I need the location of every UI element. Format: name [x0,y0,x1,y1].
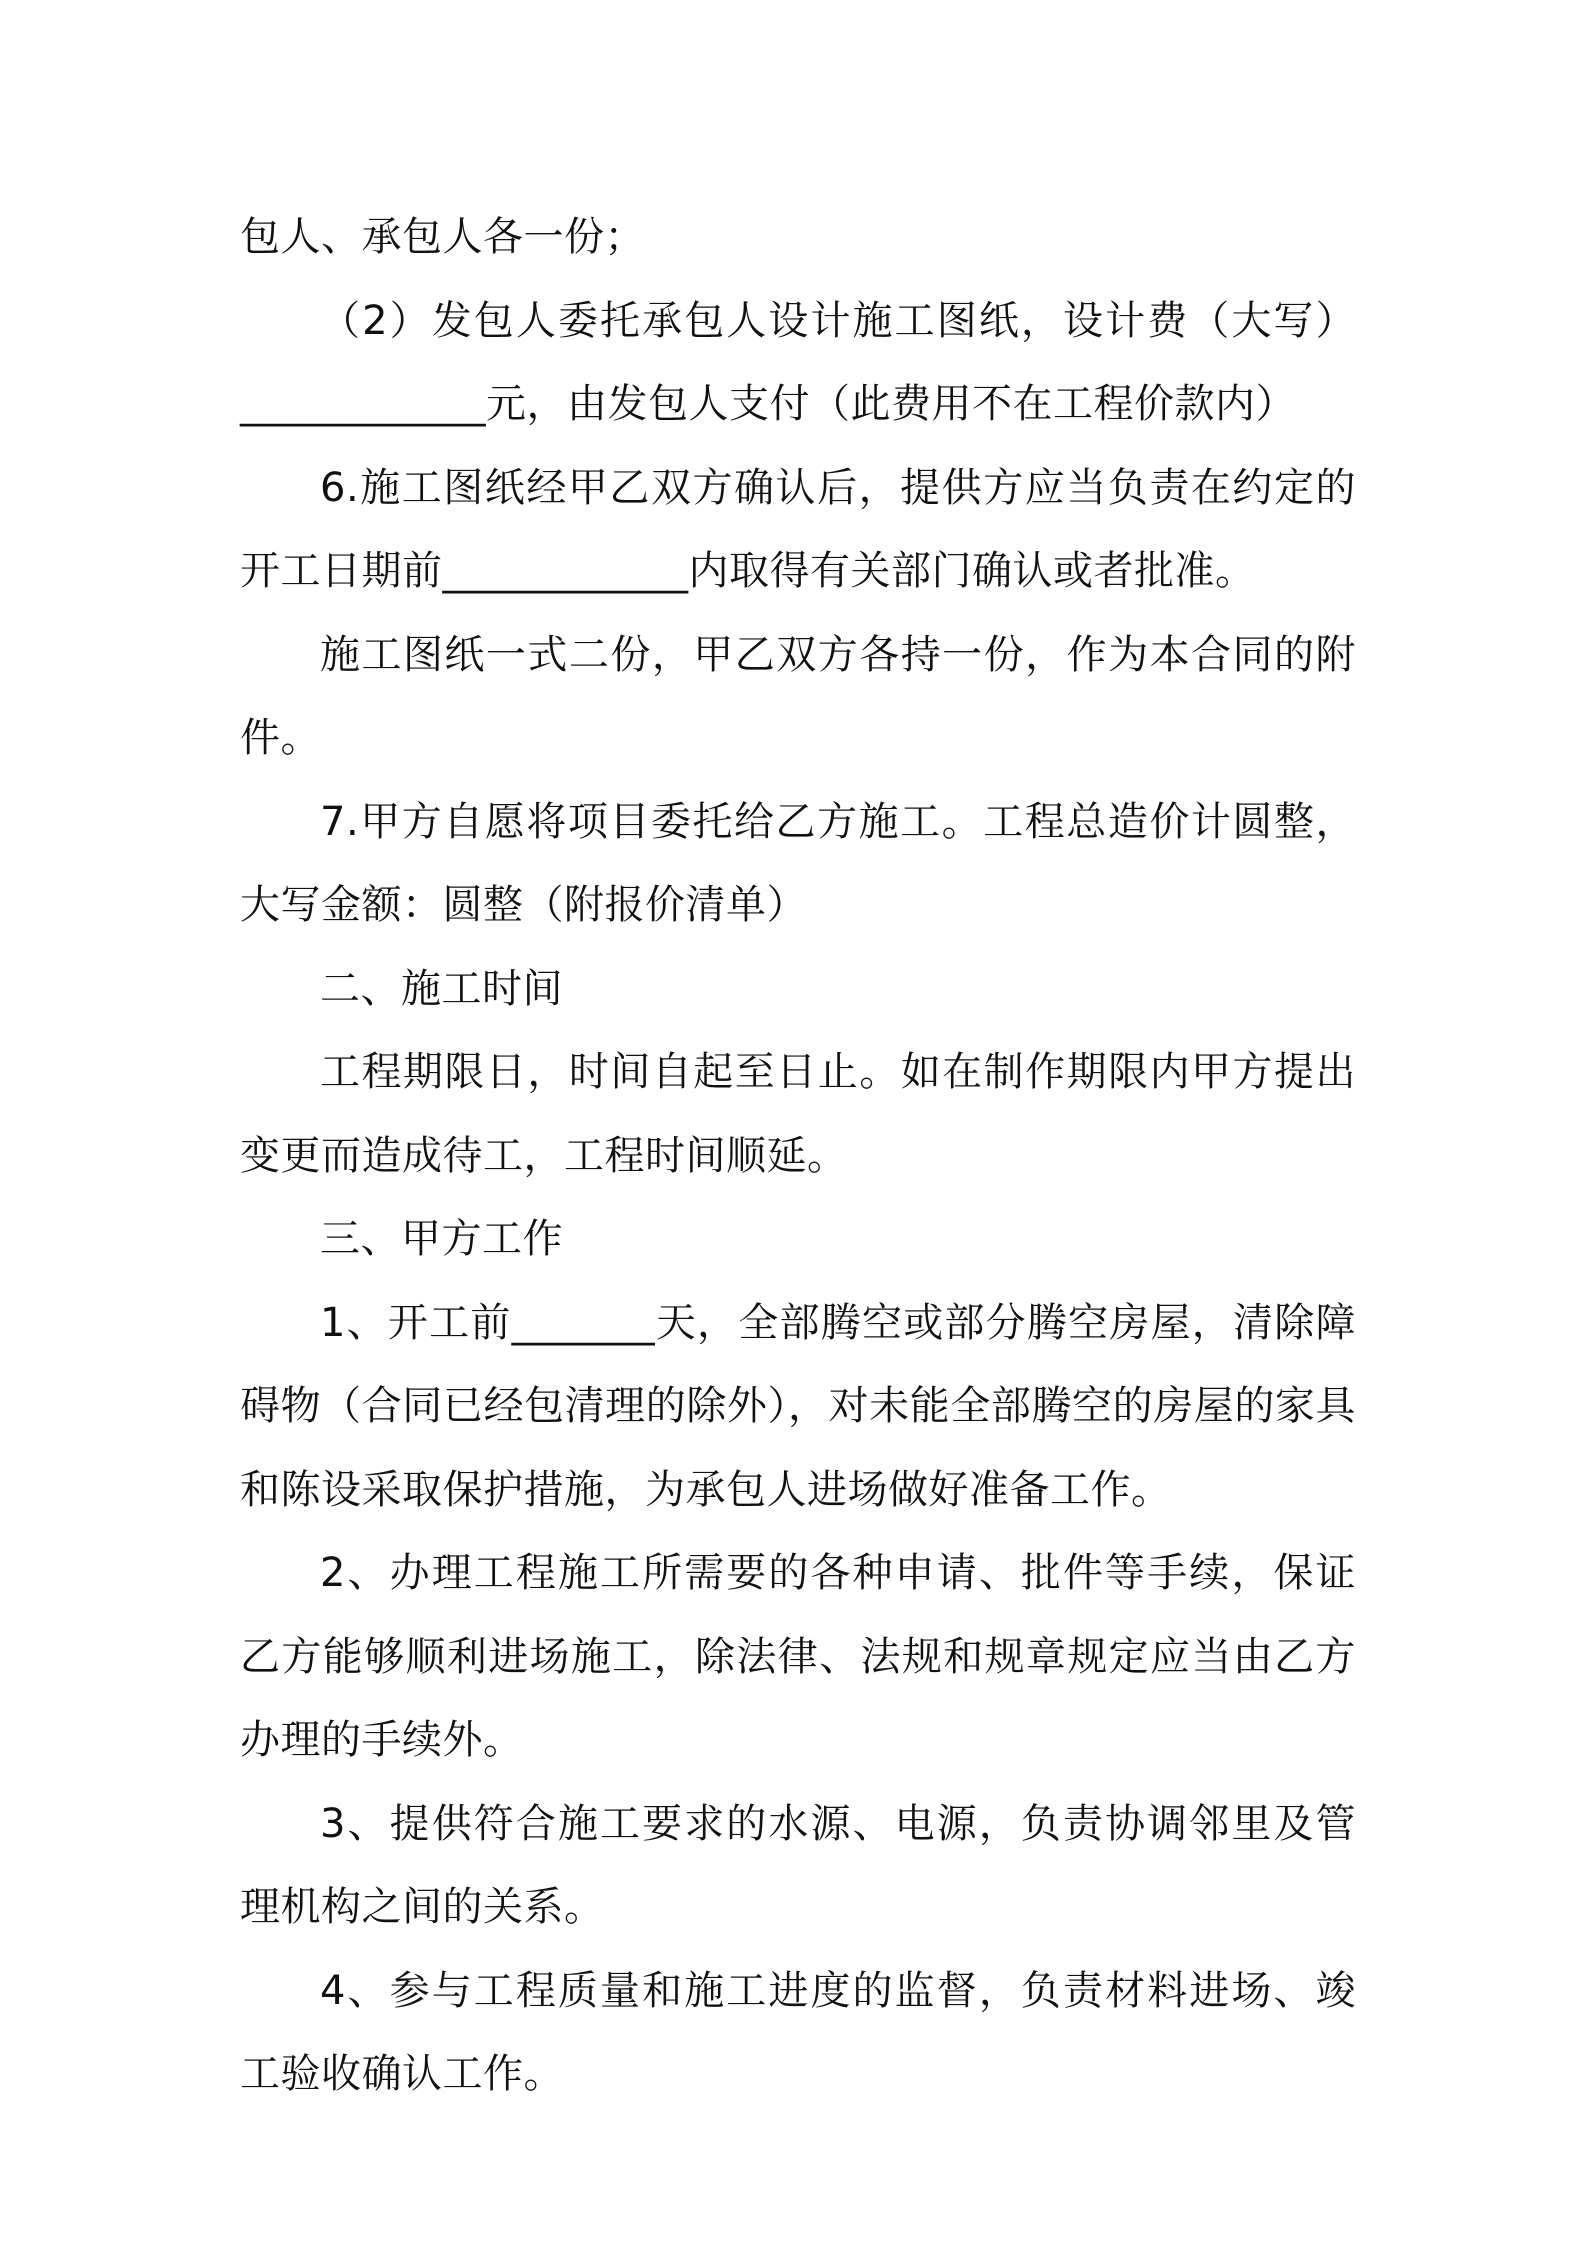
paragraph-7: 工程期限日，时间自起至日止。如在制作期限内甲方提出变更而造成待工，工程时间顺延。 [240,1049,1356,1179]
paragraph-10: 2、办理工程施工所需要的各种申请、批件等手续，保证乙方能够顺利进场施工，除法律、法规和规章规定应当由乙方办理的手续外。 [240,1550,1356,1763]
paragraph-5: 7.甲方自愿将项目委托给乙方施工。工程总造价计圆整，大写金额：圆整（附报价清单） [240,798,1356,928]
section-heading-construction-time: 二、施工时间 [320,965,563,1012]
paragraph-2: （2）发包人委托承包人设计施工图纸，设计费（大写）____________元，由发包人支付（此费用不在工程价款内） [240,297,1356,427]
paragraph-4: 施工图纸一式二份，甲乙双方各持一份，作为本合同的附件。 [240,631,1356,761]
paragraph-11: 3、提供符合施工要求的水源、电源，负责协调邻里及管理机构之间的关系。 [240,1800,1356,1930]
paragraph-1: 包人、承包人各一份； [240,214,645,260]
paragraph-12: 4、参与工程质量和施工进度的监督，负责材料进场、竣工验收确认工作。 [240,1967,1356,2097]
document-body [240,196,1356,2117]
section-heading-party-a-work: 三、甲方工作 [320,1216,563,1262]
paragraph-3: 6.施工图纸经甲乙双方确认后，提供方应当负责在约定的开工日期前____________内取得有关部门确认或者批准。 [240,464,1356,594]
paragraph-9: 1、开工前_______天，全部腾空或部分腾空房屋，清除障碍物（合同已经包清理的除外），对未能全部腾空的房屋的家具和陈设采取保护措施，为承包人进场做好准备工作。 [240,1299,1356,1513]
